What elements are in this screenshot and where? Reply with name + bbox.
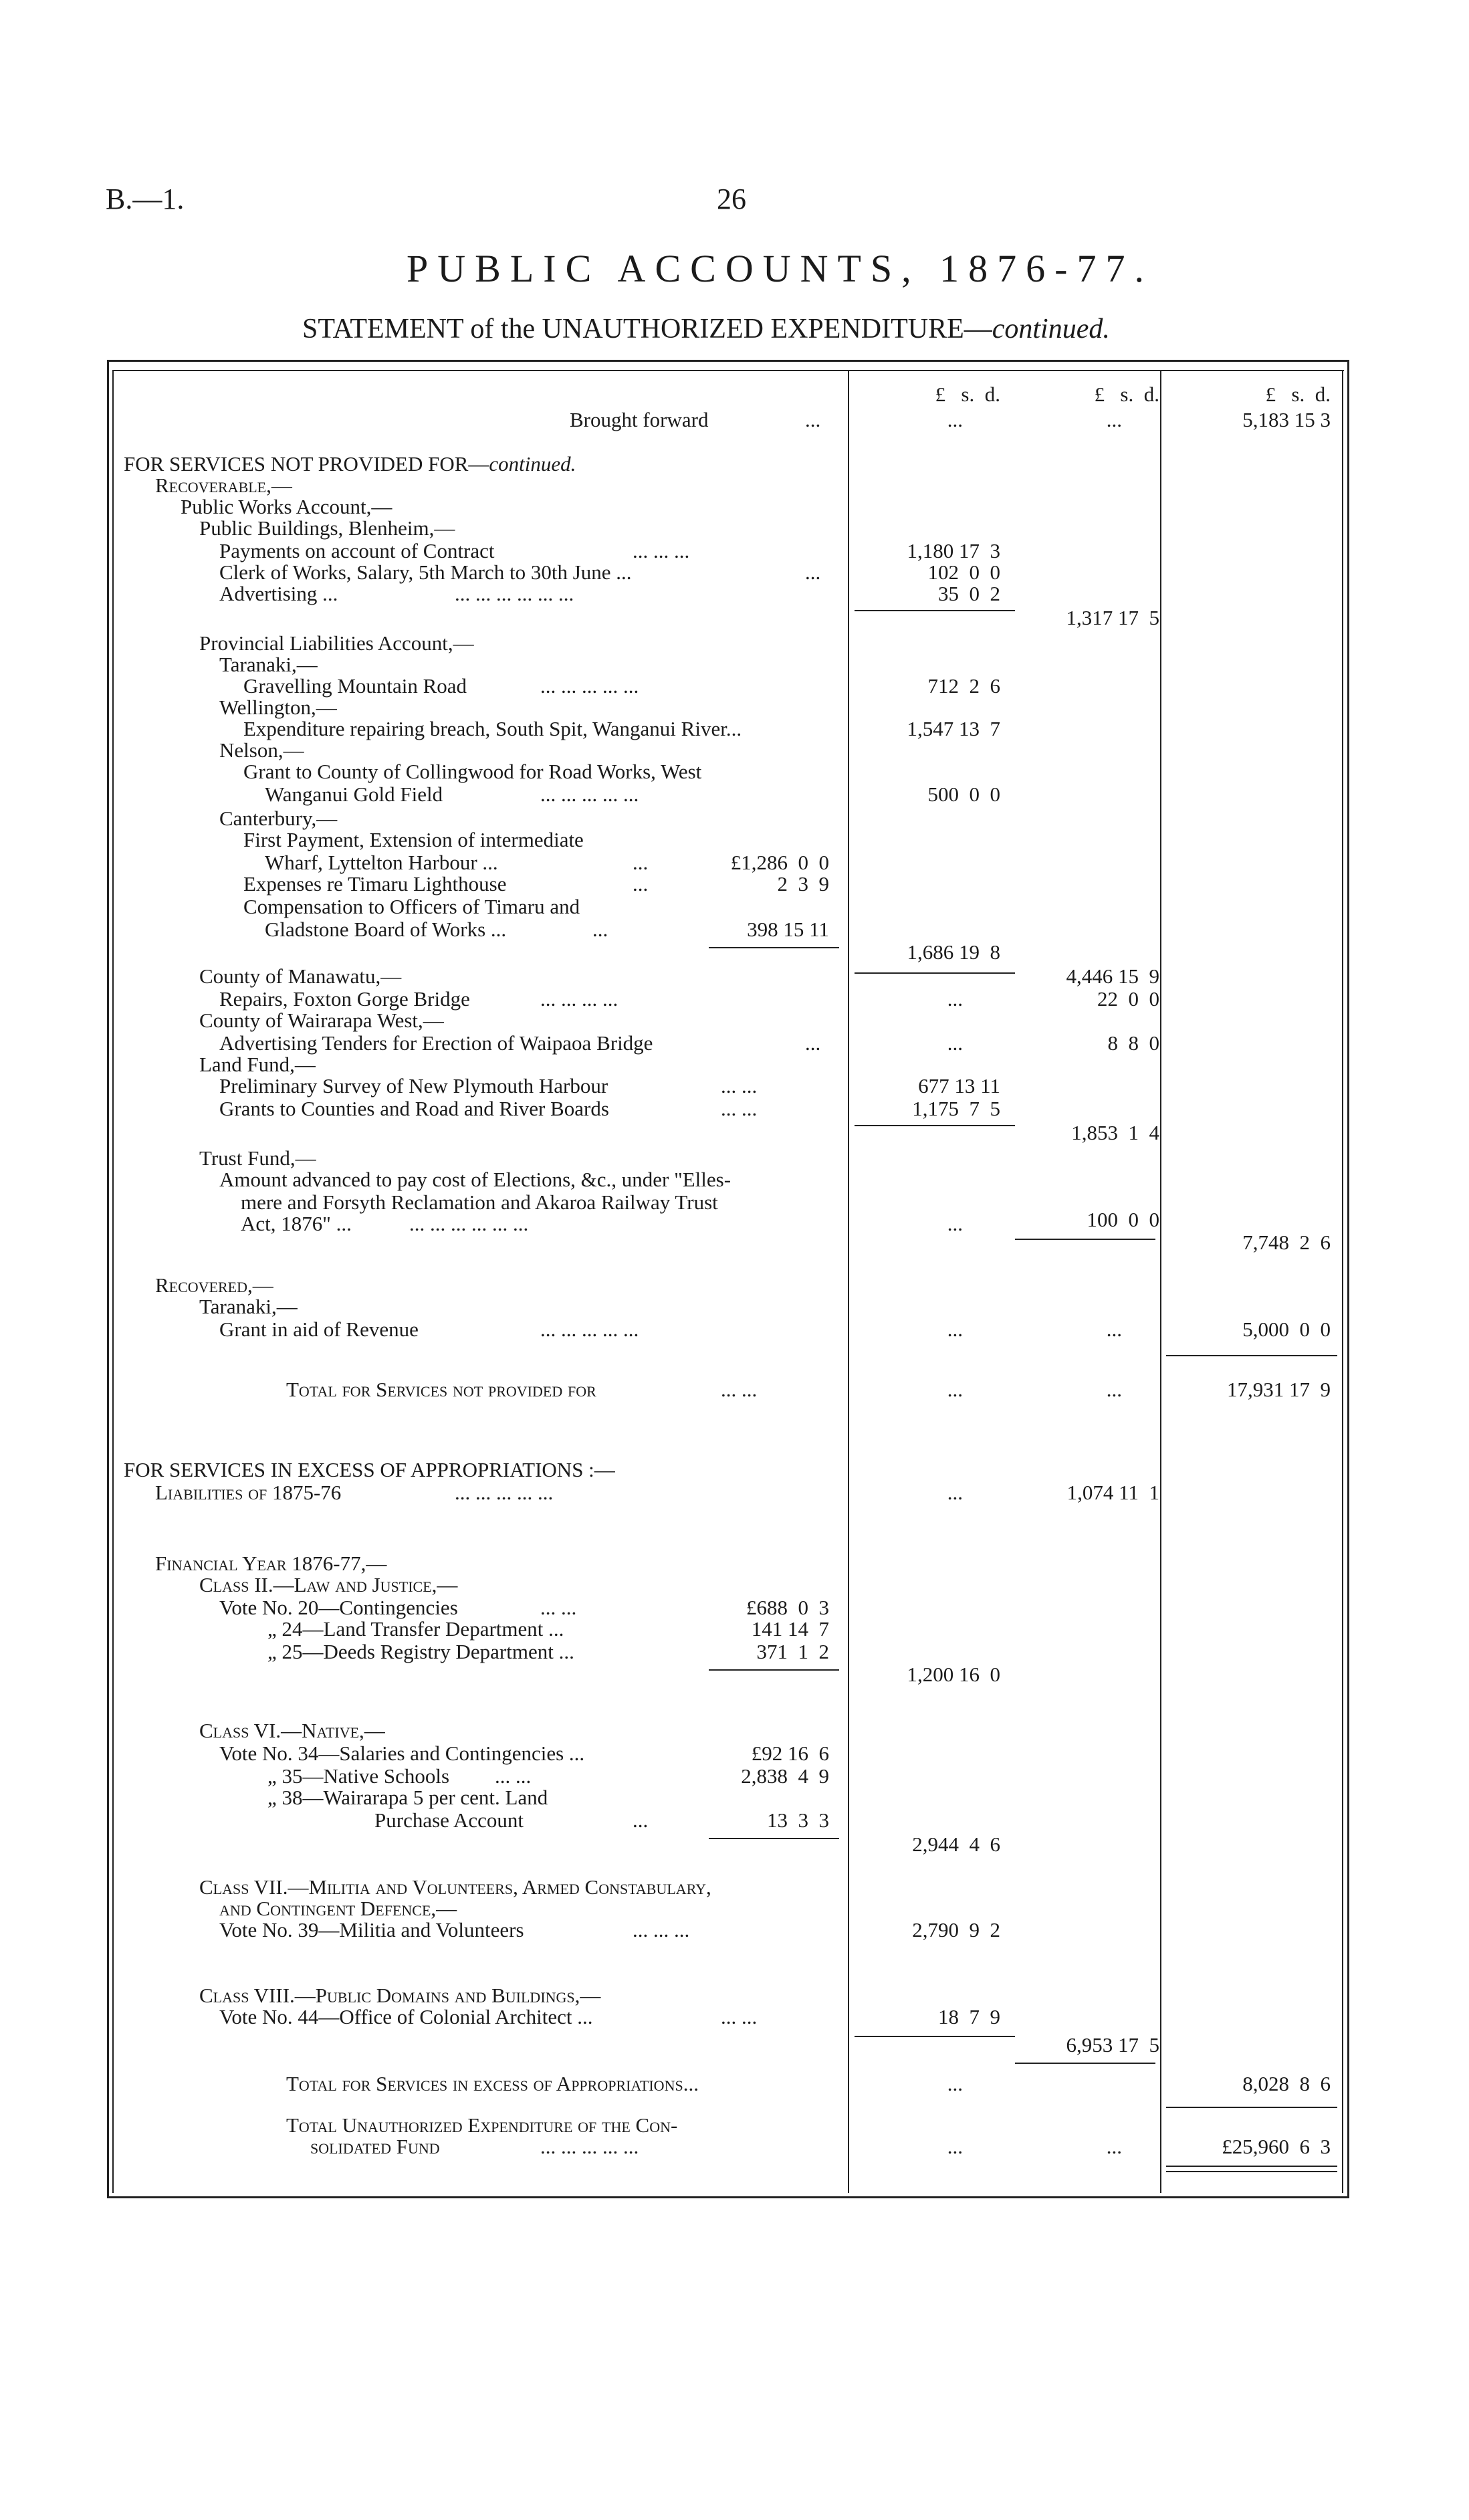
total-not-provided-label: Total for Services not provided for bbox=[286, 1378, 596, 1401]
vote20-label: Vote No. 20—Contingencies bbox=[219, 1596, 458, 1619]
taranaki-heading: Taranaki,— bbox=[219, 653, 318, 676]
wellington-heading: Wellington,— bbox=[219, 696, 337, 719]
vote38-label-line2: Purchase Account bbox=[374, 1808, 524, 1832]
total-not-provided-c1: ... bbox=[947, 1378, 963, 1401]
double-rule-top bbox=[1166, 2166, 1337, 2167]
liabilities-c2: 1,074 11 1 bbox=[1066, 1481, 1159, 1504]
column-heading-1: £ s. d. bbox=[935, 383, 1000, 406]
table-right-border-inner bbox=[1342, 370, 1343, 2193]
vote39-c1: 2,790 9 2 bbox=[912, 1918, 1000, 1941]
subtotal-rule bbox=[1015, 1239, 1155, 1240]
column-heading-2: £ s. d. bbox=[1094, 383, 1159, 406]
provincial-liabilities-heading: Provincial Liabilities Account,— bbox=[199, 631, 474, 655]
brought-forward-c1: ... bbox=[947, 408, 963, 431]
total-excess-c1: ... bbox=[947, 2072, 963, 2095]
advertising-label: Advertising ... bbox=[219, 582, 338, 605]
leader-dots: ... bbox=[633, 851, 649, 874]
clerk-works-label: Clerk of Works, Salary, 5th March to 30th June ... bbox=[219, 560, 632, 584]
page-subtitle bbox=[302, 313, 1110, 345]
vote25-amount: 371 1 2 bbox=[756, 1640, 829, 1663]
subtotal-rule bbox=[855, 2036, 1015, 2037]
grant-revenue-c1: ... bbox=[947, 1318, 963, 1341]
column-divider-3 bbox=[1160, 370, 1161, 2193]
waipaoa-c2: 8 8 0 bbox=[1107, 1031, 1159, 1055]
vote38-label-line1: „ 38—Wairarapa 5 per cent. Land bbox=[267, 1786, 548, 1809]
leader-dots: ... ... ... ... ... ... bbox=[455, 582, 574, 605]
vote44-label: Vote No. 44—Office of Colonial Architect ... bbox=[219, 2005, 593, 2028]
foxton-c1: ... bbox=[947, 987, 963, 1011]
subtitle-main: STATEMENT of the UNAUTHORIZED EXPENDITURE— bbox=[302, 314, 992, 344]
grand-total-c1: ... bbox=[947, 2135, 963, 2158]
financial-year-heading: Financial Year 1876-77,— bbox=[155, 1552, 387, 1575]
manawatu-heading: County of Manawatu,— bbox=[199, 964, 402, 988]
leader-dots: ... bbox=[805, 560, 821, 584]
vote38-c1: 2,944 4 6 bbox=[912, 1832, 1000, 1856]
payments-contract-label: Payments on account of Contract bbox=[219, 539, 495, 562]
collingwood-c1: 500 0 0 bbox=[927, 782, 1000, 806]
clerk-works-c1: 102 0 0 bbox=[927, 560, 1000, 584]
gravelling-label: Gravelling Mountain Road bbox=[243, 674, 467, 698]
class7-heading-line1: Class VII.—Militia and Volunteers, Armed Constabulary, bbox=[199, 1875, 711, 1899]
total-not-provided-c3: 17,931 17 9 bbox=[1227, 1378, 1331, 1401]
gladstone-amount: 398 15 11 bbox=[747, 918, 829, 941]
table-top-rule bbox=[107, 360, 1349, 362]
leader-dots: ... ... ... ... ... bbox=[540, 674, 639, 698]
leader-dots: ... ... ... ... ... ... bbox=[409, 1212, 529, 1235]
leader-dots: ... bbox=[633, 872, 649, 896]
timaru-lighthouse-amount: 2 3 9 bbox=[777, 872, 829, 896]
wharf-amount: £1,286 0 0 bbox=[730, 851, 829, 874]
vote25-label: „ 25—Deeds Registry Department ... bbox=[267, 1640, 574, 1663]
vote25-c1: 1,200 16 0 bbox=[907, 1663, 1000, 1686]
trust-label-line1: Amount advanced to pay cost of Elections, &c., under "Elles- bbox=[219, 1168, 731, 1191]
total-rule bbox=[1166, 1355, 1337, 1356]
canterbury-heading: Canterbury,— bbox=[219, 807, 338, 830]
grant-revenue-label: Grant in aid of Revenue bbox=[219, 1318, 419, 1341]
leader-dots: ... ... bbox=[721, 1074, 758, 1097]
timaru-lighthouse-label: Expenses re Timaru Lighthouse bbox=[243, 872, 507, 896]
wanganui-breach-label: Expenditure repairing breach, South Spit, Wanganui River... bbox=[243, 717, 742, 740]
total-not-provided-c2: ... bbox=[1106, 1378, 1122, 1401]
waipaoa-label: Advertising Tenders for Erection of Waipaoa Bridge bbox=[219, 1031, 653, 1055]
table-top-rule-inner bbox=[112, 370, 1344, 371]
table-left-border bbox=[107, 360, 109, 2198]
total-excess-c3: 8,028 8 6 bbox=[1242, 2072, 1331, 2095]
foxton-label: Repairs, Foxton Gorge Bridge bbox=[219, 987, 470, 1011]
vote38-amount: 13 3 3 bbox=[767, 1808, 829, 1832]
gravelling-c1: 712 2 6 bbox=[927, 674, 1000, 698]
vote39-label: Vote No. 39—Militia and Volunteers bbox=[219, 1918, 524, 1941]
vote20-amount: £688 0 3 bbox=[746, 1596, 829, 1619]
leader-dots: ... bbox=[592, 918, 608, 941]
wairarapa-heading: County of Wairarapa West,— bbox=[199, 1009, 444, 1032]
land-fund-heading: Land Fund,— bbox=[199, 1053, 316, 1076]
collingwood-label-line1: Grant to County of Collingwood for Road Works, West bbox=[243, 760, 702, 783]
vote24-amount: 141 14 7 bbox=[751, 1617, 829, 1641]
grants-counties-c2: 1,853 1 4 bbox=[1071, 1121, 1159, 1144]
advertising-c2: 1,317 17 5 bbox=[1066, 606, 1159, 629]
section-heading-not-provided bbox=[124, 452, 576, 476]
vote24-label: „ 24—Land Transfer Department ... bbox=[267, 1617, 564, 1641]
subtotal-rule bbox=[855, 972, 1015, 974]
manawatu-c2: 4,446 15 9 bbox=[1066, 964, 1159, 988]
grant-revenue-c2: ... bbox=[1106, 1318, 1122, 1341]
section-heading-excess: FOR SERVICES IN EXCESS OF APPROPRIATIONS :— bbox=[124, 1458, 615, 1481]
foxton-c2: 22 0 0 bbox=[1097, 987, 1159, 1011]
leader-dots: ... ... bbox=[540, 1596, 577, 1619]
inner-subtotal-rule bbox=[709, 947, 839, 948]
section-heading-text: FOR SERVICES NOT PROVIDED FOR— bbox=[124, 452, 489, 476]
leader-dots: ... bbox=[805, 1031, 821, 1055]
vote34-label: Vote No. 34—Salaries and Contingencies ... bbox=[219, 1742, 585, 1765]
advertising-c1: 35 0 2 bbox=[938, 582, 1000, 605]
class8-heading: Class VIII.—Public Domains and Buildings,— bbox=[199, 1984, 601, 2007]
leader-dots: ... ... ... ... ... bbox=[540, 2135, 639, 2158]
report-reference: B.—1. bbox=[106, 183, 185, 215]
nelson-heading: Nelson,— bbox=[219, 738, 304, 762]
trust-label-line2: mere and Forsyth Reclamation and Akaroa Railway Trust bbox=[241, 1190, 718, 1214]
new-plymouth-label: Preliminary Survey of New Plymouth Harbour bbox=[219, 1074, 608, 1097]
column-divider-1 bbox=[848, 370, 849, 2193]
leader-dots: ... ... bbox=[721, 1378, 758, 1401]
grants-counties-label: Grants to Counties and Road and River Boards bbox=[219, 1097, 609, 1120]
trust-c1: ... bbox=[947, 1212, 963, 1235]
grand-total-c2: ... bbox=[1106, 2135, 1122, 2158]
total-excess-label: Total for Services in excess of Appropriations... bbox=[286, 2072, 699, 2095]
brought-forward-label: Brought forward bbox=[570, 408, 709, 431]
wanganui-breach-c1: 1,547 13 7 bbox=[907, 717, 1000, 740]
inner-subtotal-rule bbox=[709, 1838, 839, 1839]
grand-total-c3: £25,960 6 3 bbox=[1222, 2135, 1331, 2158]
vote44-c2: 6,953 17 5 bbox=[1066, 2033, 1159, 2057]
wharf-label: Wharf, Lyttelton Harbour ... bbox=[265, 851, 498, 874]
leader-dots: ... ... ... ... ... bbox=[540, 1318, 639, 1341]
leader-dots: ... ... ... bbox=[633, 1918, 690, 1941]
brought-forward-c2: ... bbox=[1106, 408, 1122, 431]
subtitle-continued: continued. bbox=[992, 314, 1110, 344]
total-rule bbox=[1166, 2107, 1337, 2108]
class7-heading-line2: and Contingent Defence,— bbox=[219, 1897, 457, 1920]
liabilities-label: Liabilities of 1875-76 bbox=[155, 1481, 342, 1504]
brought-forward-c3: 5,183 15 3 bbox=[1242, 408, 1331, 431]
grand-total-label-line2: solidated Fund bbox=[310, 2135, 440, 2158]
leader-dots: ... ... bbox=[721, 2005, 758, 2028]
leader-dots: ... ... ... bbox=[633, 539, 690, 562]
vote34-amount: £92 16 6 bbox=[751, 1742, 829, 1765]
gladstone-label: Gladstone Board of Works ... bbox=[265, 918, 507, 941]
waipaoa-c1: ... bbox=[947, 1031, 963, 1055]
taranaki-heading-2: Taranaki,— bbox=[199, 1295, 298, 1318]
gladstone-c1: 1,686 19 8 bbox=[907, 940, 1000, 964]
first-payment-label: First Payment, Extension of intermediate bbox=[243, 828, 584, 851]
leader-dots: ... ... bbox=[495, 1764, 532, 1788]
public-buildings-blenheim-heading: Public Buildings, Blenheim,— bbox=[199, 516, 455, 540]
page-title: PUBLIC ACCOUNTS, 1876-77. bbox=[407, 247, 1153, 290]
subtotal-rule bbox=[855, 1125, 1015, 1126]
subtotal-rule bbox=[1015, 2063, 1155, 2064]
payments-contract-c1: 1,180 17 3 bbox=[907, 539, 1000, 562]
leader-dots: ... bbox=[633, 1808, 649, 1832]
vote35-label: „ 35—Native Schools bbox=[267, 1764, 450, 1788]
class2-heading: Class II.—Law and Justice,— bbox=[199, 1573, 458, 1596]
leader-dots: ... ... ... ... ... bbox=[540, 782, 639, 806]
public-works-account-heading: Public Works Account,— bbox=[181, 495, 392, 518]
table-left-border-inner bbox=[112, 370, 114, 2193]
double-rule-bottom bbox=[1166, 2171, 1337, 2172]
leader-dots: ... ... ... ... bbox=[540, 987, 618, 1011]
grants-counties-c1: 1,175 7 5 bbox=[912, 1097, 1000, 1120]
trust-fund-heading: Trust Fund,— bbox=[199, 1146, 316, 1170]
section-heading-continued: continued. bbox=[489, 452, 576, 476]
page-number: 26 bbox=[717, 183, 746, 215]
class6-heading: Class VI.—Native,— bbox=[199, 1719, 385, 1742]
leader-dots: ... ... ... ... ... bbox=[455, 1481, 554, 1504]
subtotal-rule bbox=[855, 610, 1015, 611]
inner-subtotal-rule bbox=[709, 1669, 839, 1671]
table-right-border bbox=[1347, 360, 1349, 2198]
leader-dots: ... ... bbox=[721, 1097, 758, 1120]
table-bottom-rule bbox=[107, 2196, 1349, 2198]
compensation-label: Compensation to Officers of Timaru and bbox=[243, 895, 580, 918]
vote44-c1: 18 7 9 bbox=[938, 2005, 1000, 2028]
new-plymouth-c1: 677 13 11 bbox=[918, 1074, 1000, 1097]
grant-revenue-c3: 5,000 0 0 bbox=[1242, 1318, 1331, 1341]
leader-dots: ... bbox=[805, 408, 821, 431]
trust-c3: 7,748 2 6 bbox=[1242, 1231, 1331, 1254]
recoverable-heading: Recoverable,— bbox=[155, 474, 292, 497]
grand-total-label-line1: Total Unauthorized Expenditure of the Con- bbox=[286, 2113, 678, 2137]
liabilities-c1: ... bbox=[947, 1481, 963, 1504]
vote35-amount: 2,838 4 9 bbox=[741, 1764, 829, 1788]
column-heading-3: £ s. d. bbox=[1265, 383, 1331, 406]
collingwood-label-line2: Wanganui Gold Field bbox=[265, 782, 443, 806]
trust-label-line3: Act, 1876" ... bbox=[241, 1212, 352, 1235]
trust-c2: 100 0 0 bbox=[1087, 1208, 1159, 1231]
recovered-heading: Recovered,— bbox=[155, 1273, 273, 1297]
